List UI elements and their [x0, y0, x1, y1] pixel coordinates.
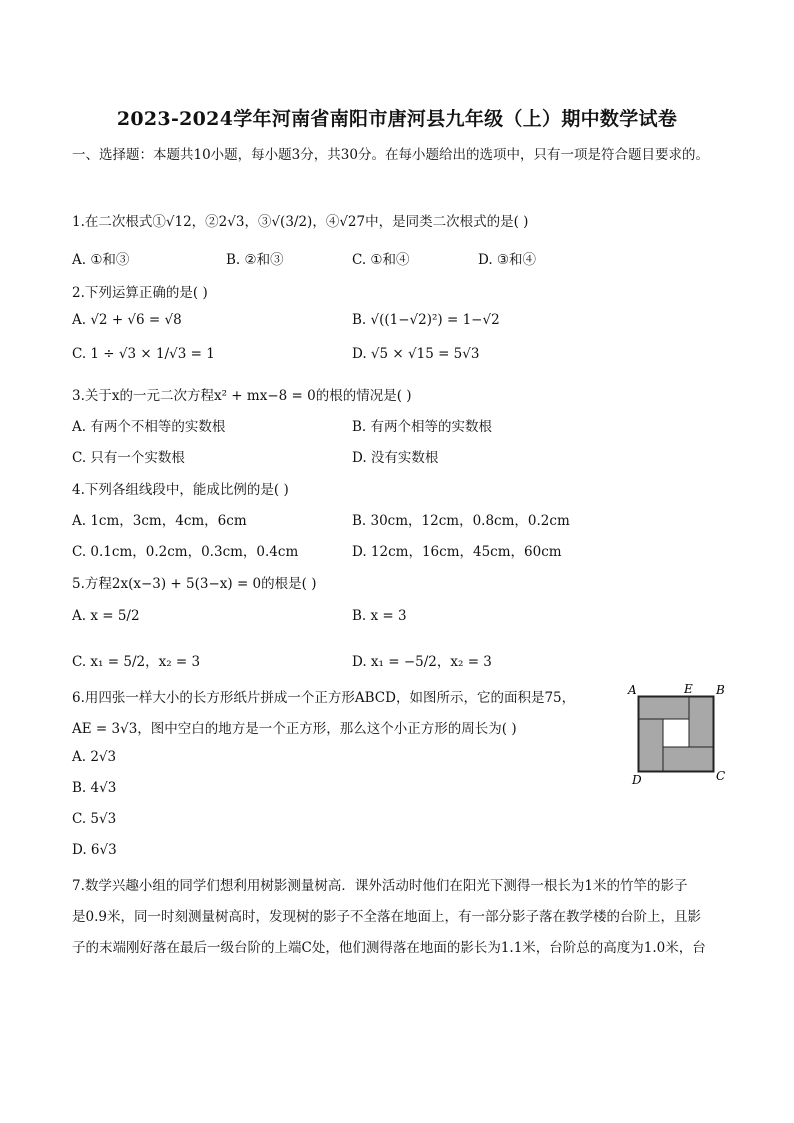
- question-7-line-1: 7.数学兴趣小组的同学们想利用树影测量树高．课外活动时他们在阳光下测得一根长为1米的竹竿的影子: [72, 878, 688, 894]
- question-5-stem: 5.方程2x(x−3) + 5(3−x) = 0的根是( ): [72, 576, 317, 592]
- q1-option-a[interactable]: A. ①和③: [72, 252, 130, 268]
- label-b: B: [716, 683, 725, 697]
- question-6-stem-line-1: 6.用四张一样大小的长方形纸片拼成一个正方形ABCD，如图所示，它的面积是75，: [72, 690, 576, 706]
- rectangle-left: [639, 719, 663, 771]
- q4-option-c[interactable]: C. 0.1cm，0.2cm，0.3cm，0.4cm: [72, 544, 299, 560]
- rectangle-top: [639, 697, 689, 719]
- q5-option-d[interactable]: D. x₁ = −5/2，x₂ = 3: [352, 654, 492, 670]
- section-heading: 一、选择题：本题共10小题，每小题3分，共30分。在每小题给出的选项中，只有一项是符合题目要求的。: [72, 147, 709, 163]
- q6-option-c[interactable]: C. 5√3: [72, 811, 117, 827]
- label-c: C: [716, 769, 726, 783]
- q4-option-b[interactable]: B. 30cm，12cm，0.8cm，0.2cm: [352, 513, 570, 529]
- question-2-stem: 2.下列运算正确的是( ): [72, 285, 208, 301]
- question-1-stem: [72, 210, 528, 230]
- q6-option-d[interactable]: D. 6√3: [72, 842, 117, 858]
- q3-option-c[interactable]: C. 只有一个实数根: [72, 450, 185, 466]
- rectangle-bottom: [663, 747, 713, 771]
- q2-option-a[interactable]: A. √2 + √6 = √8: [72, 312, 182, 328]
- question-7-line-3: 子的末端刚好落在最后一级台阶的上端C处，他们测得落在地面的影长为1.1米，台阶总的高度为1.0米，台: [72, 940, 706, 956]
- q6-option-b[interactable]: B. 4√3: [72, 780, 117, 796]
- q3-option-b[interactable]: B. 有两个相等的实数根: [352, 419, 493, 435]
- label-d: D: [632, 773, 642, 787]
- q1-option-b[interactable]: B. ②和③: [226, 252, 284, 268]
- q3-option-a[interactable]: A. 有两个不相等的实数根: [72, 419, 226, 435]
- q2-option-d[interactable]: D. √5 × √15 = 5√3: [352, 346, 480, 362]
- q5-option-b[interactable]: B. x = 3: [352, 608, 407, 624]
- q1-option-d[interactable]: D. ③和④: [478, 252, 537, 268]
- inner-blank-square: [663, 719, 689, 747]
- q6-option-a[interactable]: A. 2√3: [72, 749, 117, 765]
- question-4-stem: 4.下列各组线段中，能成比例的是( ): [72, 482, 289, 498]
- q4-option-a[interactable]: A. 1cm，3cm，4cm，6cm: [72, 513, 247, 529]
- question-7-line-2: 是0.9米，同一时刻测量树高时，发现树的影子不全落在地面上，有一部分影子落在教学楼的台阶上，且影: [72, 909, 701, 925]
- question-3-stem: 3.关于x的一元二次方程x² + mx−8 = 0的根的情况是( ): [72, 388, 412, 404]
- q1-option-c[interactable]: C. ①和④: [352, 252, 410, 268]
- rectangle-right: [689, 697, 713, 747]
- label-e: E: [684, 682, 693, 696]
- q1-stem-items: ①√12，②2√3，③√(3/2)，④√27: [152, 214, 366, 230]
- q4-option-d[interactable]: D. 12cm，16cm，45cm，60cm: [352, 544, 562, 560]
- q1-stem-prefix: 1.在二次根式: [72, 214, 153, 230]
- q1-stem-suffix: 中，是同类二次根式的是( ): [365, 214, 529, 230]
- q2-option-b[interactable]: B. √((1−√2)²) = 1−√2: [352, 312, 500, 328]
- q2-option-c[interactable]: C. 1 ÷ √3 × 1/√3 = 1: [72, 346, 215, 362]
- label-a: A: [628, 683, 637, 697]
- question-6-stem-line-2: AE = 3√3，图中空白的地方是一个正方形，那么这个小正方形的周长为( ): [72, 721, 517, 737]
- q5-option-c[interactable]: C. x₁ = 5/2，x₂ = 3: [72, 654, 201, 670]
- page-title: 2023-2024学年河南省南阳市唐河县九年级（上）期中数学试卷: [116, 108, 678, 130]
- square-abcd-figure: [622, 680, 732, 790]
- q5-option-a[interactable]: A. x = 5/2: [72, 608, 140, 624]
- q3-option-d[interactable]: D. 没有实数根: [352, 450, 439, 466]
